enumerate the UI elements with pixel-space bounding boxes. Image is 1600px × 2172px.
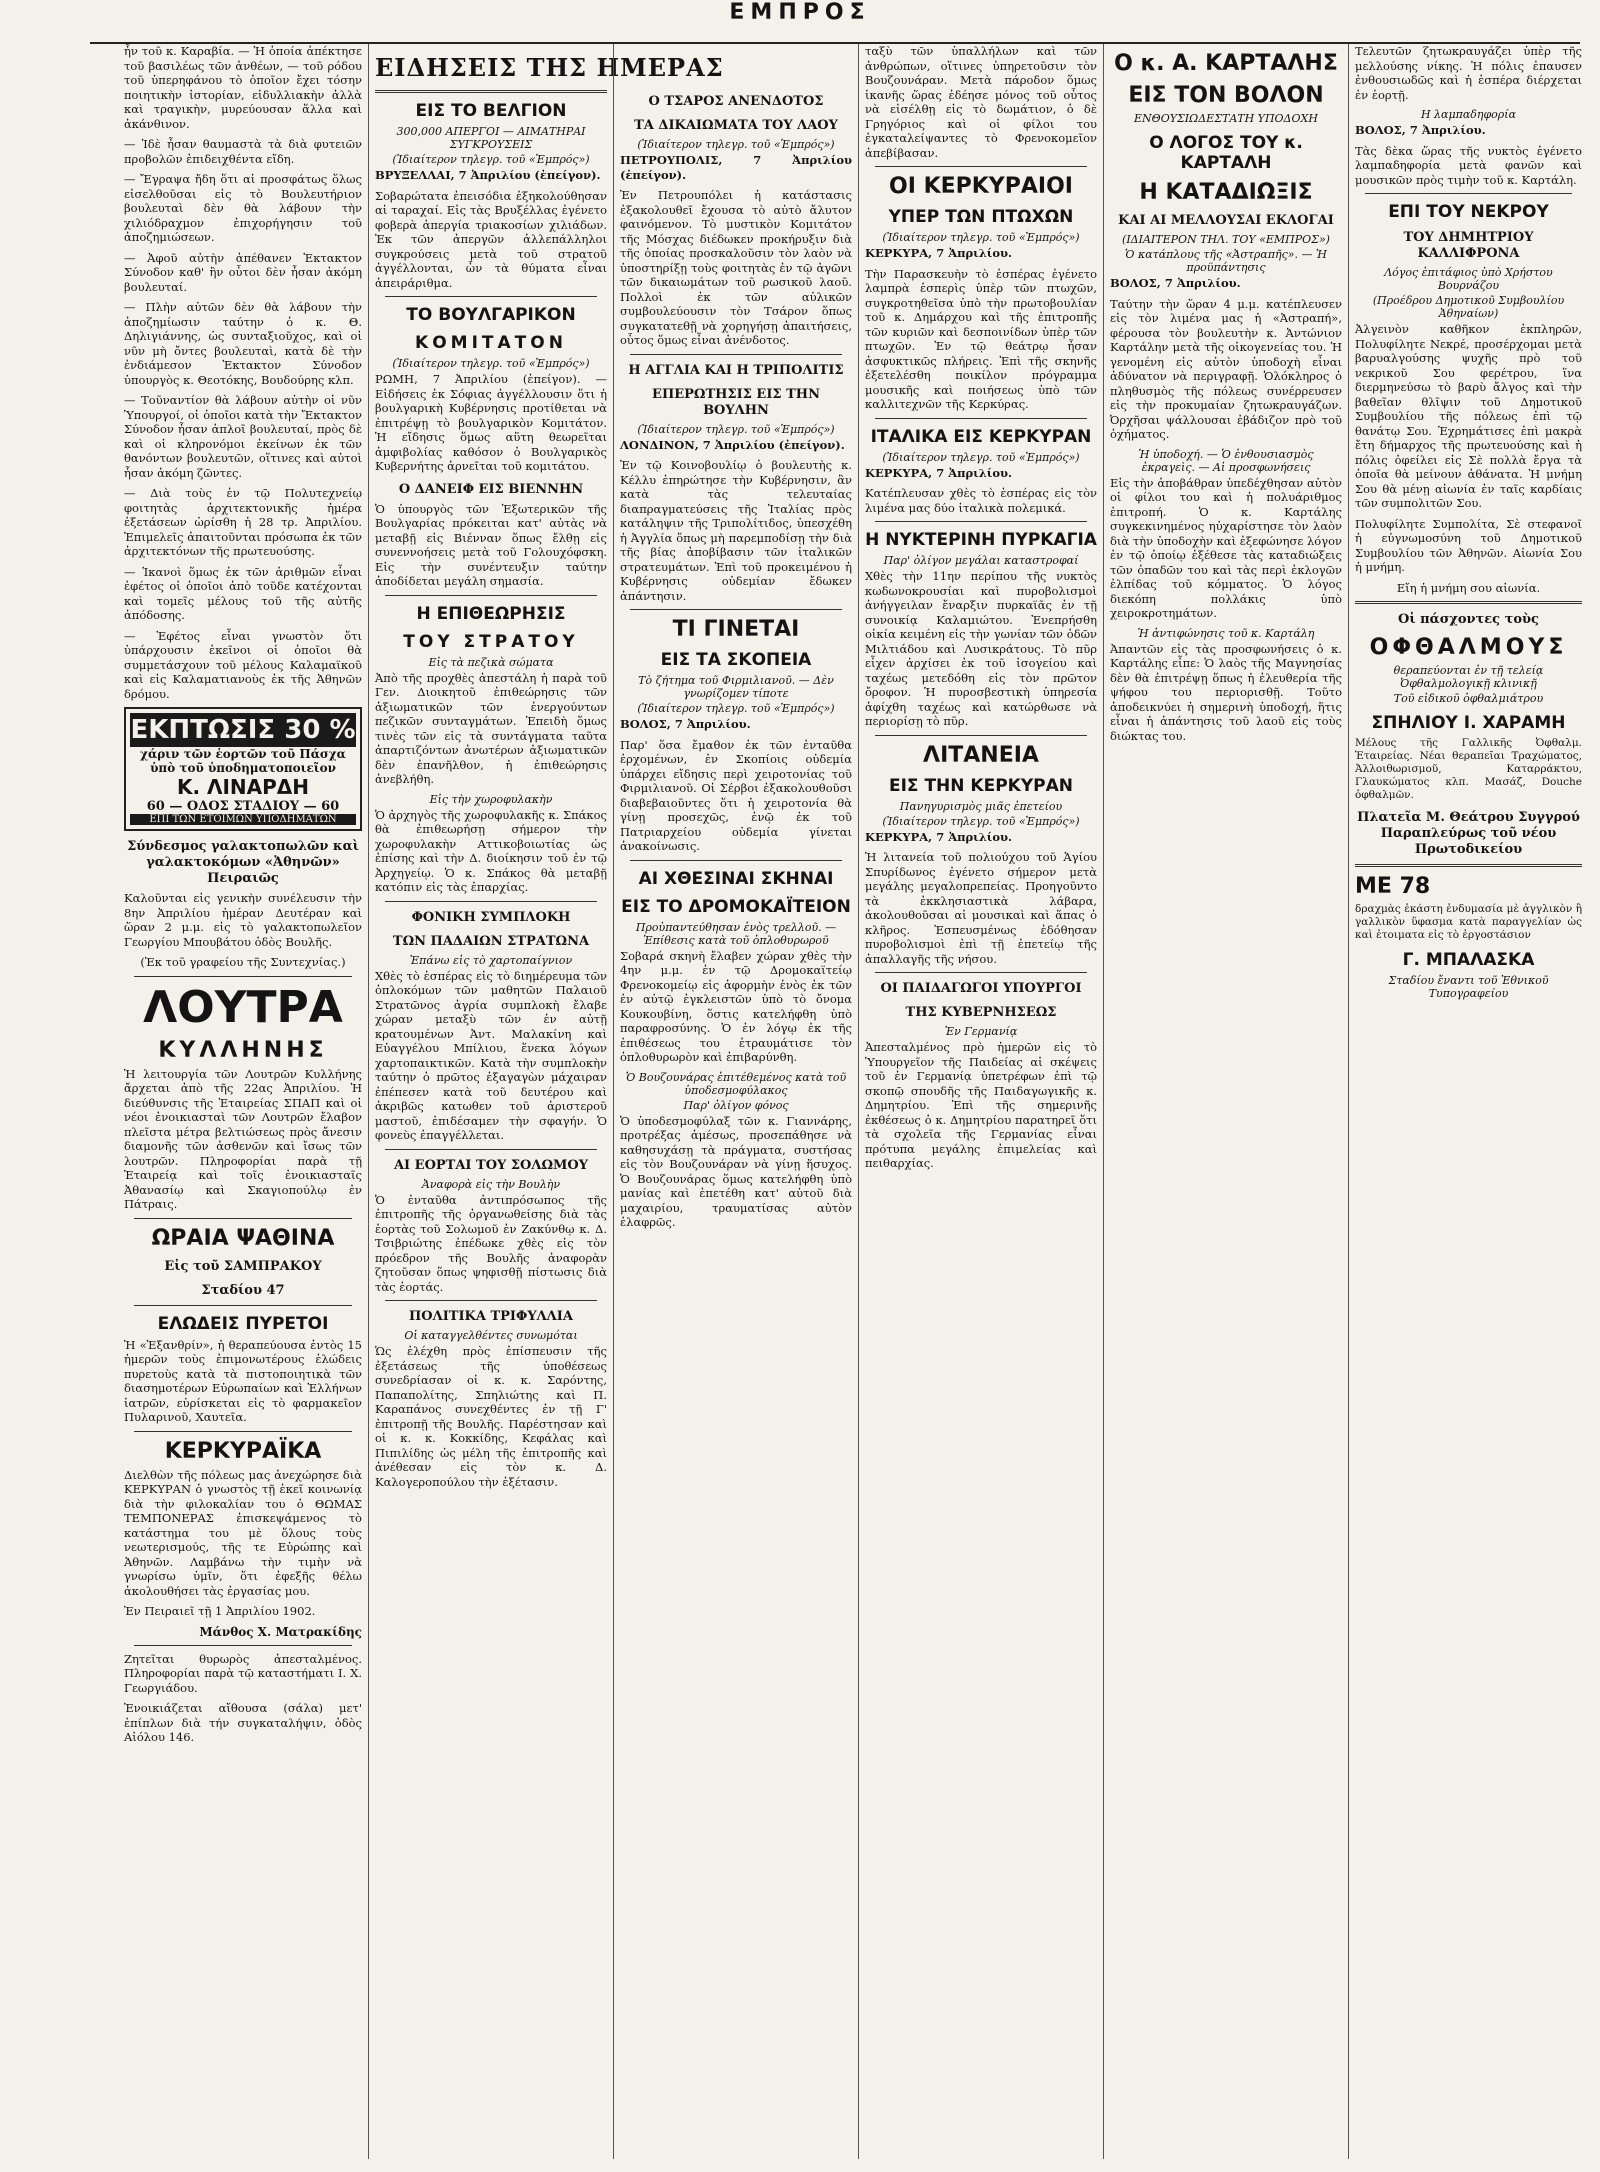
divider <box>385 901 597 902</box>
paragraph: Σοβαρά σκηνὴ ἔλαβεν χώραν χθὲς τὴν 4ην μ.μ. ἐν τῷ Δρομοκαϊτείῳ Φρενοκομείῳ εἰς ἀφορμὴν ἑνὸς ἐκ τῶν ἐν αὐτῷ ἐγκλειστῶν ὑπὸ τὸ ὄνομα Κουκουβίνη, ὅστις κατελήφθη ὑπὸ παραφροσύνης. Ὁ ἐν λόγῳ ἐκ τῆς ἐπιθέσεως του ἐτραυμάτισε τὸν ὁπλοθυρωρὸν καὶ ἐπιβαρύνθη. <box>620 948 852 1064</box>
headline-poor: ΥΠΕΡ ΤΩΝ ΠΤΩΧΩΝ <box>888 207 1074 227</box>
dateline: ΒΡΥΞΕΛΛΑΙ, 7 Ἀπριλίου (ἐπείγον). <box>375 168 601 182</box>
paragraph: Καλοῦνται εἰς γενικὴν συνέλευσιν τὴν 8ην Ἀπριλίου ἡμέραν Δευτέραν καὶ ὥραν 2 μ.μ. εἰς τὸ γαλακτοπωλεῖον Γεωργίου Μπουβάτου ὁδὸς Βουλῆς. <box>124 891 362 949</box>
telegram-source: (Ἰδιαίτερον τηλεγρ. τοῦ «Ἐμπρός») <box>637 702 835 715</box>
headline-fight: ΦΟΝΙΚΗ ΣΥΜΠΛΟΚΗ <box>411 909 571 925</box>
headline-what: ΤΙ ΓΙΝΕΤΑΙ <box>672 617 800 642</box>
ad-eyes-intro: Οἱ πάσχοντες τοὺς <box>1398 612 1539 627</box>
ad-discount-title: ΕΚΠΤΩΣΙΣ 30 % <box>130 715 356 745</box>
paragraph: Μέλους τῆς Γαλλικῆς Ὀφθαλμ. Ἑταιρείας. Νέαι θεραπεῖαι Τραχώματος, Ἀλλοιθωρισμοῦ, Καταρράκτου, Γλαυκώματος κλπ. Μασάζ, Douche ὀφθαλμῶν. <box>1355 737 1582 801</box>
dateline: ΒΟΛΟΣ, 7 Ἀπριλίου. <box>1110 276 1241 290</box>
paragraph: ΡΩΜΗ, 7 Ἀπριλίου (ἐπείγον). — Εἰδήσεις ἐκ Σόφιας ἀγγέλλουσιν ὅτι ἡ βουλγαρικὴ Κυβέρνησις προτίθεται νὰ ἐπιτρέψῃ τὸ βουλγαρικὸν Κομιτάτον. Ἡ εἴδησις ὅμως αὕτη θεωρεῖται ἀμφιβολίας καθόσον ὁ Βουλγαρικὸς Κυβερνήτης ἀρνεῖται τοῦ κομιτάτου. <box>375 372 607 473</box>
paragraph: — Ἔγραψα ἤδη ὅτι αἱ προσφάτως ὅλως εἰσελθοῦσαι εἰς τὸ Βουλευτήριον βουλευταὶ δὲν θὰ λάβουν τὴν χιλιόδραχμον ἐπιχορήγησιν τοῦ ἀποζημιώσεων. <box>124 172 362 244</box>
headline-kartalis: Ο κ. Α. ΚΑΡΤΑΛΗΣ <box>1114 51 1338 76</box>
dateline: Ἐν Πειραιεῖ τῇ 1 Ἀπριλίου 1902. <box>124 1604 316 1618</box>
ad-fevers-title: ΕΛΩΔΕΙΣ ΠΥΡΕΤΟΙ <box>157 1313 329 1334</box>
divider <box>134 1218 352 1219</box>
ad-straw-hats-title: ΩΡΑΙΑ ΨΑΘΙΝΑ <box>151 1225 335 1251</box>
paragraph: Τὴν Παρασκευὴν τὸ ἑσπέρας ἐγένετο λαμπρὰ ἑσπερὶς ὑπὲρ τῶν πτωχῶν, συγκροτηθεῖσα ὑπὸ τὴν πρωτοβουλίαν τοῦ κ. Δημάρχου καὶ τῆς ἐπιτροπῆς τῶν κυριῶν καὶ δεσποινίδων ὑπὲρ τῶν πτωχῶν. Ἐν τῷ θεάτρῳ ἦσαν ἀσφυκτικῶς πλήρεις. Ἐπὶ τῆς σκηνῆς ἐξετελέσθη ποικίλον πρόγραμμα μουσικῆς καὶ ποιήσεως ὑπὸ τῶν καλλιτεχνῶν τῆς Κερκύρας. <box>865 266 1097 411</box>
divider <box>134 1305 352 1306</box>
subheadline: Ἡ ὑποδοχή. — Ὁ ἐνθουσιασμὸς ἐκραγεὶς. — Αἱ προσφωνήσεις <box>1138 447 1314 474</box>
divider <box>875 418 1087 419</box>
notice-signature: (Ἐκ τοῦ γραφείου τῆς Συντεχνίας.) <box>140 955 346 969</box>
headline-deceased: ΕΠΙ ΤΟΥ ΝΕΚΡΟΥ <box>1388 202 1549 222</box>
dateline: ΒΟΛΟΣ, 7 Ἀπριλίου. <box>1355 123 1486 137</box>
divider <box>1355 601 1582 604</box>
headline-committee: ΚΟΜΙΤΑΤΟΝ <box>415 333 567 353</box>
column-5 <box>1103 44 1348 2159</box>
subheadline: Παρ' ὀλίγον μεγάλαι καταστροφαί <box>883 554 1079 567</box>
telegram-source: (Ἰδιαίτερον τηλεγρ. τοῦ «Ἐμπρός») <box>637 138 835 151</box>
paragraph: Ταύτην τὴν ὥραν 4 μ.μ. κατέπλευσεν εἰς τὸν λιμένα μας ἡ «Ἀστραπή», φέρουσα τὸν βουλευτὴν κ. Ἀντώνιον Καρτάλην μετὰ τῆς οἰκογενείας του. Ἡ γενομένη εἰς αὐτὸν ὑποδοχὴ εἶναι ἀδύνατον νὰ περιγραφῇ. Ὁλόκληρος ὁ πληθυσμὸς τῆς πόλεως συνέρρευσεν εἰς τὴν προκυμαίαν ζητωκραυγάζων. Ὀρχῆσαι ψάλλουσαι ἐβάδιζον πρὸ τοῦ ὀχήματος. <box>1110 296 1342 441</box>
dateline: ΛΟΝΔΙΝΟΝ, 7 Ἀπριλίου (ἐπείγον). <box>620 437 845 452</box>
telegram-source: (Ἰδιαίτερον τηλεγρ. τοῦ «Ἐμπρός») <box>882 450 1080 464</box>
subheadline: 300,000 ΑΠΕΡΓΟΙ — ΑΙΜΑΤΗΡΑΙ ΣΥΓΚΡΟΥΣΕΙΣ <box>396 125 586 151</box>
divider <box>134 976 352 977</box>
subheadline: (Προέδρου Δημοτικοῦ Συμβουλίου Ἀθηναίων) <box>1372 294 1565 320</box>
headline-elections: ΚΑΙ ΑΙ ΜΕΛΛΟΥΣΑΙ ΕΚΛΟΓΑΙ <box>1118 213 1334 228</box>
ad-baths-subtitle: ΚΥΛΛΗΝΗΣ <box>158 1037 328 1063</box>
paragraph: — Τοῦναντίον θὰ λάβουν αὐτὴν οἱ νῦν Ὑπουργοί, οἱ ὁποῖοι κατὰ τὴν Ἔκτακτον Σύνοδον ἦσαν ἁπλοῖ βουλευταί, πρὸς δὲ καὶ οἱ κληρονόμοι ἐκείνων ἐκ τῶν θανόντων βουλευτῶν, οἵτινες καὶ αὐτοὶ ἦσαν ἀκόμη ζῶντες. <box>124 393 362 480</box>
divider <box>134 1431 352 1432</box>
divider <box>630 609 842 610</box>
paragraph: Ἡ λιτανεία τοῦ πολιούχου τοῦ Ἁγίου Σπυρίδωνος ἐγένετο σήμερον μετὰ μεγάλης μεγαλοπρεπείας. Προηγοῦντο τὰ ἐκκλησιαστικὰ λάβαρα, ἀκολουθοῦσαι αἱ μουσικαὶ καὶ ἅπας ὁ κλῆρος. Ἐσπευσμένως ἐδόθησαν πυροβολισμοὶ ἐπὶ τῇ ἐπετείῳ τῆς ἀπαλλαγῆς τῆς νήσου. <box>865 850 1097 966</box>
headline-inquiry: ΕΠΕΡΩΤΗΣΙΣ ΕΙΣ ΤΗΝ ΒΟΥΛΗΝ <box>652 386 820 418</box>
paragraph: Ἀπεσταλμένος πρὸ ἡμερῶν εἰς τὸ Ὑπουργεῖον τῆς Παιδείας αἱ σκέψεις τοῦ ἐν Γερμανίᾳ ὑπετρέφων ἐπὶ τῷ σκοπῷ σπουδῆς τῆς Παιδαγωγικῆς κ. Δημητρίου. Ἐπὶ τῆς σημερινῆς ἐκθέσεως ὁ κ. Δημητρίου παρατηρεῖ ὅτι τὰ σχολεῖα τῆς Γερμανίας εἶναι πρότυπα μεγάλης ἐπιμελείας καὶ πειθαρχίας. <box>865 1040 1097 1170</box>
telegram-source: (Ἰδιαίτερον τηλεγρ. τοῦ «Ἐμπρός») <box>882 231 1080 244</box>
headline-solomos: ΑΙ ΕΟΡΤΑΙ ΤΟΥ ΣΟΛΩΜΟΥ <box>393 1157 589 1173</box>
headline-rights: ΤΑ ΔΙΚΑΙΩΜΑΤΑ ΤΟΥ ΛΑΟΥ <box>634 118 838 133</box>
headline-bulgarian: ΤΟ ΒΟΥΛΓΑΡΙΚΟΝ <box>406 305 576 325</box>
paragraph: — Διὰ τοὺς ἐν τῷ Πολυτεχνείῳ φοιτητὰς ἀρχιτεκτονικῆς ἡμέρα ἐξετάσεων ὡρίσθη ἡ 28 τρ. Ἀπριλίου. Ἐπιμελεῖς ἀπαιτοῦνται πρόσωπα ἐκ τῶν ἀρχιτεκτόνων τῆς πρωτευούσης. <box>124 486 362 558</box>
paragraph: Παρ' ὅσα ἔμαθον ἐκ τῶν ἐνταῦθα ἐρχομένων, ἐν Σκοπίοις οὐδεμία ὑπάρχει εἴδησις περὶ χειροτονίας τοῦ Φιρμιλιανοῦ. Οἱ Σέρβοι ἐξακολουθοῦσι διαβεβαιοῦντες ὅτι ἡ χειροτονία θὰ γίνῃ προσεχῶς, ἐνῷ ἐκ τοῦ Πατριαρχείου οὐδεμία γίνεται ἀνακοίνωσις. <box>620 737 852 853</box>
column-6 <box>1348 44 1588 2159</box>
paragraph: Ἐνοικιάζεται αἴθουσα (σάλα) μετ' ἐπίπλων διὰ τήν συγκαταλήψιν, ὁδὸς Αἰόλου 146. <box>124 1701 362 1744</box>
paragraph: — Ἰδὲ ἦσαν θαυμαστὰ τὰ διὰ φυτειῶν προβολῶν ἐπιδειχθέντα εἴδη. <box>124 137 362 166</box>
headline-corfiots: ΟΙ ΚΕΡΚΥΡΑΙΟΙ <box>889 174 1073 199</box>
subheadline: Ὁ κατάπλους τῆς «Ἀστραπῆς». — Ἡ προϋπάντησις <box>1125 248 1327 274</box>
divider <box>630 860 842 861</box>
headline-belgium: ΕΙΣ ΤΟ ΒΕΛΓΙΟΝ <box>415 101 567 121</box>
paragraph: — Ἀφοῦ αὐτὴν ἀπέθανεν Ἐκτακτον Σύνοδον καθ' ἣν οὗτοι δὲν ἦσαν ἀκόμη βουλευταί. <box>124 250 362 294</box>
ad-straw-hats-shop: Εἰς τοῦ ΣΑΜΠΡΑΚΟΥ <box>164 1258 322 1274</box>
paragraph: Ὁ ὑπουργὸς τῶν Ἐξωτερικῶν τῆς Βουλγαρίας πρόκειται κατ' αὐτὰς νὰ μεταβῇ εἰς Βιένναν ὅπως ἔλθῃ εἰς συνεννοήσεις μετὰ τοῦ Γολουχόφσκη. Εἰς τὴν συνέντευξιν ταύτην ἀποδίδεται μεγάλη σημασία. <box>375 501 607 588</box>
paragraph: δραχμὰς ἑκάστη ἐνδυμασία μὲ ἀγγλικὸν ἢ γαλλικὸν ὕφασμα κατὰ παραγγελίαν ὡς καὶ ἐτοιματα εἰς τὸ ἐργοστάσιον <box>1355 903 1582 941</box>
telegram-source: (Ἰδιαίτερον τηλεγρ. τοῦ «Ἐμπρός») <box>637 422 835 436</box>
paragraph: Ἀπὸ τῆς προχθὲς ἀπεστάλη ἡ παρὰ τοῦ Γεν. Διοικητοῦ ἐπιθεώρησις τῶν ἀξιωματικῶν τῶν ἐνεργούντων πεζικῶν συνταγμάτων. Ἐπειδὴ ὅμως τινὲς τῶν εἰς τὰ συντάγματα ταῦτα ἀπαρτιζόντων ἀνωτέρων ἀξιωματικῶν δὲν ἐπανῆλθον, ἡ ἐπιθεώρησις ἀνεβλήθη. <box>375 670 607 786</box>
paragraph: Ὁ ὑποδεσμοφύλαξ τῶν κ. Γιαννάρης, προτρέξας ἀμέσως, προσεπάθησε νὰ καθησυχάσῃ τὰ πράγματα, συστήσας εἰς τὸν Βουζουνάραν νὰ γίνῃ ἥσυχος. Ὁ Βουζουνάρας ὅμως κατελήφθη ὑπὸ μανίας καὶ ἐπετέθη κατ' αὐτοῦ διὰ μαχαιρίου, τραυματίσας αὐτὸν ἐλαφρῶς. <box>620 1113 852 1229</box>
headline-ministers: ΟΙ ΠΑΙΔΑΓΩΓΟΙ ΥΠΟΥΡΓΟΙ <box>880 981 1082 996</box>
telegram-source: (ΙΔΙΑΙΤΕΡΟΝ ΤΗΛ. ΤΟΥ «ΕΜΠΡΟΣ») <box>1122 233 1330 246</box>
divider <box>375 90 607 93</box>
divider <box>134 1645 352 1646</box>
telegram-source: (Ἰδιαίτερον τηλεγρ. τοῦ «Ἐμπρός») <box>392 153 590 166</box>
headline-corfu: ΕΙΣ ΤΗΝ ΚΕΡΚΥΡΑΝ <box>888 775 1073 796</box>
ad-price: ΜΕ 78 <box>1355 874 1431 899</box>
dateline: ΚΕΡΚΥΡΑ, 7 Ἀπριλίου. <box>865 246 1013 260</box>
divider <box>385 595 597 596</box>
discount-advertisement <box>124 707 362 831</box>
paragraph: Χθὲς τὸ ἑσπέρας εἰς τὸ διημέρευμα τῶν ὁπλοκόμων τῶν μαθητῶν Παλαιοῦ Στρατῶνος ἀγρία συμπλοκὴ ἔλαβε χώραν μεταξὺ τῶν ἐν αὐτῇ κρατουμένων Ἀντ. Μαλακίνη καὶ Εὐαγγέλου Μπίλιου, ἕνεκα λόγων χαρτοπαικτικῶν. Κατὰ τὴν συμπλοκὴν ταύτην ὁ πρῶτος ἐξαγαγὼν μάχαιραν ἐπέπεσεν κατὰ τοῦ δευτέρου καὶ ἀκριβῶς κατωθεν τοῦ ἀριστεροῦ μαστοῦ, ἐπιδέσαμεν τὴν σφαγήν. Ὁ φονεὺς ἐπαγγέλλεται. <box>375 968 607 1142</box>
ad-address: 60 — ΟΔΟΣ ΣΤΑΔΙΟΥ — 60 <box>146 799 340 814</box>
paragraph: Εἰς τὴν ἀποβάθραν ὑπεδέχθησαν αὐτὸν οἱ φίλοι του καὶ ἡ πολυάριθμος ἐπιτροπή. Ὁ κ. Καρτάλης συγκεκινημένος ηὐχαρίστησε τὸν λαὸν διὰ τὴν ὑποδοχὴν καὶ ἐξεφώνησε λόγον ἐν τῷ ὁποίῳ ἐξέθεσε τὰς καταδιώξεις τῶν ὀπαδῶν του καὶ τὰς περὶ ἐκλογῶν ἐλπίδας τοῦ κόμματος. Ὁ λόγος διεκόπη πολλάκις ὑπὸ χειροκροτημάτων. <box>1110 475 1342 620</box>
paragraph: Σοβαρώτατα ἐπεισόδια ἐξηκολούθησαν αἱ ταραχαί. Εἰς τὰς Βρυξέλλας ἐγένετο φοβερὰ ἀπεργία τριακοσίων χιλιάδων. Ἐκ τῶν ἀπεργῶν ἀλλεπάλληλοι συγκρούσεις μετὰ τοῦ στρατοῦ ἀγγέλλονται, ὧν τὰ θύματα εἶναι ἀπειράριθμα. <box>375 188 607 290</box>
section-banner: ΕΙΔΗΣΕΙΣ ΤΗΣ ΗΜΕΡΑΣ <box>375 53 724 82</box>
headline-england: Η ΑΓΓΛΙΑ ΚΑΙ Η ΤΡΙΠΟΛΙΤΙΣ <box>628 362 844 378</box>
paragraph: Διελθὼν τῆς πόλεως μας ἀνεχώρησε διὰ ΚΕΡΚΥΡΑΝ ὁ γνωστὸς τῇ ἐκεῖ κοινωνίᾳ διὰ τὴν φιλοκαλίαν του ὁ ΘΩΜΑΣ ΤΕΜΠΟΝΕΡΑΣ ἐπισκεψάμενος τὸ κατάστημα του μὲ ὅλους τοὺς νεωτερισμούς, τῆς τε Εὐρώπης καὶ Ἀθηνῶν. Λαμβάνω τὴν τιμὴν νὰ γνωρίσω ὑμῖν, ὅτι ἐφεξῆς θέλω ἀκολουθήσει τὰς ἐργασίας μου. <box>124 1467 362 1598</box>
subheadline: Παρ' ὀλίγον φόνος <box>683 1098 789 1112</box>
telegram-source: (Ἰδιαίτερον τηλεγρ. τοῦ «Ἐμπρός») <box>882 814 1080 828</box>
ad-tailor-name: Γ. ΜΠΑΛΑΣΚΑ <box>1402 950 1535 970</box>
telegram-source: (Ἰδιαίτερον τηλεγρ. τοῦ «Ἐμπρός») <box>392 357 590 370</box>
headline-inspection: Η ΕΠΙΘΕΩΡΗΣΙΣ <box>416 603 566 624</box>
subheadline: Ἐν Γερμανίᾳ <box>944 1025 1018 1038</box>
headline-asylum: ΕΙΣ ΤΟ ΔΡΟΜΟΚΑΪΤΕΙΟΝ <box>621 896 851 917</box>
paragraph: Ἀλγεινὸν καθῆκον ἐκπληρῶν, Πολυφίλητε Νεκρέ, προσέρχομαι μετὰ βαρυαλγούσης ψυχῆς πρὸ τοῦ νεκρικοῦ Σου φερέτρου, ἵνα διερμηνεύσω τὸ βαρὺ ἄλγος καὶ τὴν βαθεῖαν θλῖψιν τοῦ Δημοτικοῦ Συμβουλίου τῆς πόλεως ἐπὶ τῷ θανάτῳ Σου. Ἐχρημάτισες ἐπὶ μακρὰ ἔτη δήμαρχος τῆς πρωτευούσης καὶ ἡ πόλις ὀφείλει εἰς Σὲ πολλὰ ἔργα τὰ ὁποῖα θὰ μείνουν ἀθάνατα. Ἡ μνήμη Σου θὰ μένῃ αἰωνία ἐν ταῖς καρδίαις τῶν συμπολιτῶν Σου. <box>1355 322 1582 510</box>
divider <box>875 166 1087 167</box>
newspaper-name: ΕΜΠΡΟΣ <box>729 0 871 25</box>
headline-procession: ΛΙΤΑΝΕΙΑ <box>923 742 1039 768</box>
subheadline: Ἐπάνω εἰς τὸ χαρτοπαίγνιον <box>409 953 573 967</box>
ad-doctor-name: ΣΠΗΛΙΟΥ Ι. ΧΑΡΑΜΗ <box>1371 713 1566 733</box>
masthead <box>0 0 1600 44</box>
ad-corfu-title: ΚΕΡΚΥΡΑΪΚΑ <box>164 1438 322 1464</box>
ad-tagline: ΕΠΙ ΤΩΝ ΕΤΟΙΜΩΝ ΥΠΟΔΗΜΑΤΩΝ <box>130 814 356 825</box>
paragraph: Ὁ ἀρχηγὸς τῆς χωροφυλακῆς κ. Σπάκος θὰ ἐπιθεωρήσῃ σήμερον τὴν χωροφυλακὴν Αττικοβοιωτίας ὡς ἐπίσης καὶ τὴν Δ. διοίκησιν τοῦ ἐν τῷ Ἀρχηγείῳ. Ὁ κ. Σπάκος θὰ μεταβῇ κατόπιν εἰς τὰς ἐπαρχίας. <box>375 807 607 894</box>
divider <box>630 354 842 355</box>
paragraph: Ζητεῖται θυρωρὸς ἀπεσταλμένος. Πληροφορίαι παρὰ τῷ καταστήματι Ι. Χ. Γεωργιάδου. <box>124 1651 362 1695</box>
ad-signature: Μάνθος Χ. Ματρακίδης <box>199 1624 362 1639</box>
subheadline: Εἰς τὴν χωροφυλακὴν <box>429 792 553 806</box>
column-1 <box>118 44 368 2159</box>
paragraph: ἦν τοῦ κ. Καραβία. — Ἡ ὁποία ἀπέκτησε τοῦ βασιλέως τῶν ἀνθέων, — τοῦ ρόδου τοῦ ὑπερηφάνου τὸ ὁποῖον ἔχει τόσην ποιητικὴν ἱστορίαν, εἰδυλλιακὴν ἀλλὰ καὶ τραγικὴν, μυρεύουσαν ἅλλα καὶ ἀκάνθινον. <box>124 44 362 131</box>
paragraph: Χθὲς τὴν 11ην περίπου τῆς νυκτὸς κωδωνοκρουσίαι καὶ πυροβολισμοὶ ἀνήγγειλαν ἔναρξιν πυρκαϊᾶς ἐν τῇ συνοικίᾳ Καλαμιώτου. Ἐνεπρήσθη οἰκία κειμένη εἰς τὴν γωνίαν τῶν ὁδῶν Μιλτιάδου καὶ Λυσικράτους. Τὸ πῦρ εἶχεν ἀρχίσει ἐκ τοῦ ἰσογείου καὶ ταχέως μετεδόθη εἰς τὸν πρῶτον ὄροφον. Ἡ πυροσβεστικὴ ὑπηρεσία ἀφίχθη ταχέως καὶ κατώρθωσε νὰ περιορίσῃ τὸ πῦρ. <box>865 569 1097 728</box>
ad-tailor-address: Σταδίου ἔναντι τοῦ Ἐθνικοῦ Τυπογραφείου <box>1388 974 1549 1000</box>
subheadline: Τοῦ εἰδικοῦ ὀφθαλμιάτρου <box>1393 692 1544 705</box>
headline-speech: Ο ΛΟΓΟΣ ΤΟΥ κ. ΚΑΡΤΑΛΗ <box>1149 133 1303 173</box>
headline-volos: ΕΙΣ ΤΟΝ ΒΟΛΟΝ <box>1128 83 1324 108</box>
divider <box>385 1300 597 1301</box>
headline-tsar: Ο ΤΣΑΡΟΣ ΑΝΕΝΔΟΤΟΣ <box>648 94 824 109</box>
paragraph: Ἐν τῷ Κοινοβουλίῳ ὁ βουλευτὴς κ. Κέλλυ ἐπηρώτησε τὴν Κυβέρνησιν, ἂν κατὰ τὰς τελευταίας διαπραγματεύσεις τῆς Ἰταλίας πρὸς κατάληψιν τῆς Τριπολίτιδος, ὑπεσχέθη ἡ Ἀγγλία ὅπως μὴ παρεμποδίσῃ τὴν διὰ τῆς βίας ἀποβίβασιν τῶν ἰταλικῶν στρατευμάτων. Ἐπὶ τοῦ προκειμένου ἡ Κυβέρνησις οὐδεμίαν ἔδωκεν ἀπάντησιν. <box>620 458 852 603</box>
ad-shop-name: Κ. ΛΙΝΑΡΔΗ <box>176 775 310 799</box>
paragraph: Τὰς δὲκα ὥρας τῆς νυκτὸς ἐγένετο λαμπαδηφορία μετὰ φανῶν καὶ μουσικῶν πρὸς τιμὴν τοῦ κ. Καρτάλη. <box>1355 143 1582 187</box>
divider <box>875 735 1087 736</box>
subheadline: Ἡ ἀντιφώνησις τοῦ κ. Καρτάλη <box>1137 626 1315 640</box>
divider <box>875 521 1087 522</box>
headline-scenes: ΑΙ ΧΘΕΣΙΝΑΙ ΣΚΗΝΑΙ <box>638 868 834 889</box>
eulogy-signature: Εἴη ἡ μνήμη σου αἰωνία. <box>1396 580 1541 595</box>
headline-italian: ΙΤΑΛΙΚΑ ΕΙΣ ΚΕΡΚΥΡΑΝ <box>870 426 1092 447</box>
notice-heading: Σύνδεσμος γαλακτοπωλῶν καὶ γαλακτοκόμων «Ἀθηνῶν» Πειραιῶς <box>127 839 359 886</box>
subheadline: Η λαμπαδηφορία <box>1420 108 1517 121</box>
headline-barracks: ΤΩΝ ΠΑΔΑΙΩΝ ΣΤΡΑΤΩΝΑ <box>392 933 590 949</box>
divider <box>385 296 597 297</box>
paragraph: Ἡ «Ἐξανθρίν», ἡ θεραπεύουσα ἐντὸς 15 ἡμερῶν τοὺς ἐπιμονωτέρους ἑλώδεις πυρετοὺς κατὰ τὰ πιστοποιητικὰ τῶν διασημοτέρων Εὐρωπαίων καὶ Ἑλλήνων ἰατρῶν, εὑρίσκεται εἰς τὸ φαρμακεῖον Πυλαρινοῦ, Χαυτεῖα. <box>124 1337 362 1424</box>
dateline: ΒΟΛΟΣ, 7 Ἀπριλίου. <box>620 717 751 731</box>
paragraph: Κατέπλευσαν χθὲς τὸ ἑσπέρας εἰς τὸν λιμένα μας δύο ἰταλικὰ πολεμικά. <box>865 486 1097 515</box>
ad-discount-text: χάριν τῶν ἑορτῶν τοῦ Πάσχα ὑπὸ τοῦ ὑποδηματοποιεῖον <box>140 747 346 775</box>
ad-baths-title: ΛΟΥΤΡΑ <box>143 981 343 1033</box>
paragraph: ταξὺ τῶν ὑπαλλήλων καὶ τῶν ἀνθρώπων, οἵτινες ὑπηρετοῦσιν τὸν Βουζουνάραν. Μετὰ πάροδον ὅμως ἱκανῆς ὥρας ἐδέησε μόνος τοῦ οὗτος νὰ εἰσέλθῃ εἰς τὸ δωμάτιον, ὁ δὲ Γρηγόριος καὶ οἱ φίλοι του ἐγκαταλείψαντες τὸ Φρενοκομεῖον ἀπεβίβασαν. <box>865 44 1097 160</box>
divider <box>1365 193 1572 194</box>
subheadline: ΕΝΘΟΥΣΙΩΔΕΣΤΑΤΗ ΥΠΟΔΟΧΗ <box>1134 112 1318 125</box>
subheadline: Τὸ ζήτημα τοῦ Φιρμιλιανοῦ. — Δὲν γνωρίζομεν τίποτε <box>638 674 834 700</box>
ad-doctor-address: Πλατεῖα Μ. Θεάτρου Συγγρού Παραπλεύρως τοῦ νέου Πρωτοδικείου <box>1357 810 1580 857</box>
paragraph: Ἡ λειτουργία τῶν Λουτρῶν Κυλλήνης ἄρχεται ἀπὸ τῆς 22ας Ἀπριλίου. Ἡ διεύθυνσις τῆς Ἑταιρείας ΣΠΑΠ καὶ οἱ νέοι ἐνοικιασταὶ τῶν Λουτρῶν ἔλαβον πλεῖστα μέτρα βελτιώσεως πρὸς ἄνεσιν διαμονῆς τῶν ἀσθενῶν καὶ ἴσως τῶν λουτρῶν. Πληροφορίαι παρὰ τῇ Ἑταιρείᾳ καὶ τοῖς ἐνοικιασταῖς Ἀθανασίῳ καὶ Σκαγιοπούλῳ ἐν Πάτραις. <box>124 1066 362 1211</box>
subheadline: θεραπεύονται ἐν τῇ τελείᾳ Ὀφθαλμολογικῇ κλινικῇ <box>1393 664 1544 690</box>
divider <box>385 1149 597 1150</box>
subheadline: Οἱ καταγγελθέντες συνωμόται <box>404 1329 578 1342</box>
paragraph: Ὁ ἐνταῦθα ἀντιπρόσωπος τῆς ἐπιτροπῆς τῆς ὀργανωθείσης διὰ τὰς ἑορτὰς τοῦ Σολωμοῦ ἐν Ζακύνθῳ κ. Δ. Τσιβριώτης ἐπέδωκε χθὲς εἰς τὸν πρόεδρον τῆς Βουλῆς ἀναφορὰν ζητοῦσαν ὅπως ψηφισθῇ πίστωσις διὰ τὰς ἑορτάς. <box>375 1192 607 1294</box>
dateline: ΠΕΤΡΟΥΠΟΛΙΣ, 7 Ἀπριλίου (ἐπείγον). <box>620 153 852 182</box>
paragraph: — Πλὴν αὐτῶν δὲν θὰ λάβουν τὴν ἀποζημίωσιν ταύτην ὁ κ. Θ. Δηλιγιάννης, ὡς συνταξιοῦχος, καὶ οἱ νῦν μὴ ὄντες βουλευταὶ, κατὰ δὲ τὴν ἐνδιάμεσον Ἐκτακτον Σύνοδον ὑπουργὸς κ. Θεοτόκης, Βουδούρης κλπ. <box>124 300 362 387</box>
paragraph: Ὡς ἐλέχθη πρὸς ἐπίσπευσιν τῆς ἐξετάσεως τῆς ὑποθέσεως συνεδρίασαν οἱ κ. κ. Σαρόντης, Παπαπολίτης, Σπηλιώτης καὶ Π. Καραπάνος συνεχθέντες ἐν τῇ Γ' ἐπιτροπῇ τῆς Βουλῆς. Παρέστησαν καὶ οἱ κ. κ. Κοκκίδης, Κεφάλας καὶ Πιπιλίδης ὡς μέλη τῆς ἐπιτροπῆς καὶ ἀνέθεσαν εἰς τὸν κ. Δ. Καλογεροπούλου τὴν ἐξέτασιν. <box>375 1344 607 1489</box>
divider <box>875 972 1087 973</box>
paragraph: Ἐν Πετρουπόλει ἡ κατάστασις ἐξακολουθεῖ ἔχουσα τὸ αὐτὸ ἄλυτον φαινόμενον. Τὸ μυστικὸν Κομιτάτον τῆς Μόσχας διέδωκεν προκήρυξιν διὰ τῆς ὁποίας προσκαλοῦσιν τὸν λαὸν νὰ ὑποστηρίξῃ τοὺς φοιτητὰς ἐν τῷ ἀγῶνι τῶν δικαιωμάτων τοῦ ρωσικοῦ λαοῦ. Πολλοὶ ἐκ τῶν αὐλικῶν συμβουλεύουσιν τὸν Τσάρον ὅπως συγκατατεθῇ νὰ χορηγήσῃ ἀπαιτήσεις, οὗτος ὅμως εἶναι ἀνένδοτος. <box>620 188 852 347</box>
column-4 <box>858 44 1103 2159</box>
headline-skopje: ΕΙΣ ΤΑ ΣΚΟΠΕΙΑ <box>660 650 812 670</box>
subheadline: Πανηγυρισμὸς μιᾶς ἐπετείου <box>899 799 1063 813</box>
paragraph: Τελευτῶν ζητωκραυγάζει ὑπὲρ τῆς μελλούσης νίκης. Ἡ πόλις ἐπαυσεν ἐνθουσιωδῶς καὶ ἡ ἑσπέρα διέρχεται ἐν ἑορτῇ. <box>1355 44 1582 102</box>
subheadline: Προὐπαντεύθησαν ἑνὸς τρελλοῦ. — Ἐπίθεσις κατὰ τοῦ ὁπλοθυρωροῦ <box>635 920 837 947</box>
paragraph: Ἀπαντῶν εἰς τὰς προσφωνήσεις ὁ κ. Καρτάλης εἶπε: Ὁ λαὸς τῆς Μαγνησίας δὲν θὰ ἐπιτρέψῃ ὅπως ἡ ἐλευθερία τῆς ψήφου του περιορισθῇ. Τοῦτο ἀποδεικνύει ἡ σημερινὴ ὑποδοχή, ἥτις εἶναι ἡ ἀπάντησις τοῦ λαοῦ εἰς τοὺς διώκτας του. <box>1110 641 1342 743</box>
subheadline: Εἰς τὰ πεζικὰ σώματα <box>428 655 554 669</box>
headline-political: ΠΟΛΙΤΙΚΑ ΤΡΙΦΥΛΛΙΑ <box>409 1309 573 1324</box>
subheadline: Ὁ Βουζουνάρας ἐπιτέθεμένος κατὰ τοῦ ὑποδεσμοφύλακος <box>625 1070 847 1097</box>
dateline: ΚΕΡΚΥΡΑ, 7 Ἀπριλίου. <box>865 465 1013 480</box>
divider <box>1355 864 1582 867</box>
ad-eyes-title: ΟΦΘΑΛΜΟΥΣ <box>1369 635 1568 660</box>
headline-fire: Η ΝΥΚΤΕΡΙΝΗ ΠΥΡΚΑΓΙΑ <box>865 530 1097 550</box>
paragraph: — Ἐφέτος εἶναι γνωστὸν ὅτι ὑπάρχουσιν ἐκεῖνοι οἱ ὁποῖοι θὰ συμμετάσχουν τοῦ μέλους Καλαμαϊκοῦ καὶ εἰς Καλαματιανοὺς ἐκ τῆς Ἀθηνῶν δρόμου. <box>124 628 362 701</box>
headline-vienna: Ο ΔΑΝΕΙΦ ΕΙΣ ΒΙΕΝΝΗΝ <box>398 481 584 497</box>
headline-government: ΤΗΣ ΚΥΒΕΡΝΗΣΕΩΣ <box>905 1005 1057 1020</box>
paragraph: Πολυφίλητε Συμπολίτα, Σὲ στεφανοῖ ἡ εὐγνωμοσύνη τοῦ Δημοτικοῦ Συμβουλίου τῶν Ἀθηνῶν. Αἰωνία Σου ἡ μνήμη. <box>1355 516 1582 574</box>
subheadline: Λόγος ἐπιτάφιος ὑπὸ Χρήστου Βουρνάζου <box>1384 266 1553 292</box>
paragraph: — Ἱκανοὶ ὅμως ἐκ τῶν ἀριθμῶν εἶναι ἐφέτος οἱ ὁποῖοι ἀπὸ τοῦδε κατέχονται καὶ τομεῖς μέλους τοῦ τῆς αὐτῆς ἀπόδοσης. <box>124 564 362 622</box>
headline-army: ΤΟΥ ΣΤΡΑΤΟΥ <box>403 631 579 652</box>
headline-kallifronas: ΤΟΥ ΔΗΜΗΤΡΙΟΥ ΚΑΛΛΙΦΡΟΝΑ <box>1403 230 1534 261</box>
column-3 <box>613 44 858 2159</box>
ad-straw-hats-address: Σταδίου 47 <box>201 1282 285 1298</box>
subheadline: Ἀναφορὰ εἰς τὴν Βουλὴν <box>421 1177 561 1191</box>
headline-persecution: Η ΚΑΤΑΔΙΩΞΙΣ <box>1139 180 1313 205</box>
newspaper-page <box>118 44 1588 2159</box>
dateline: ΚΕΡΚΥΡΑ, 7 Ἀπριλίου. <box>865 829 1013 844</box>
